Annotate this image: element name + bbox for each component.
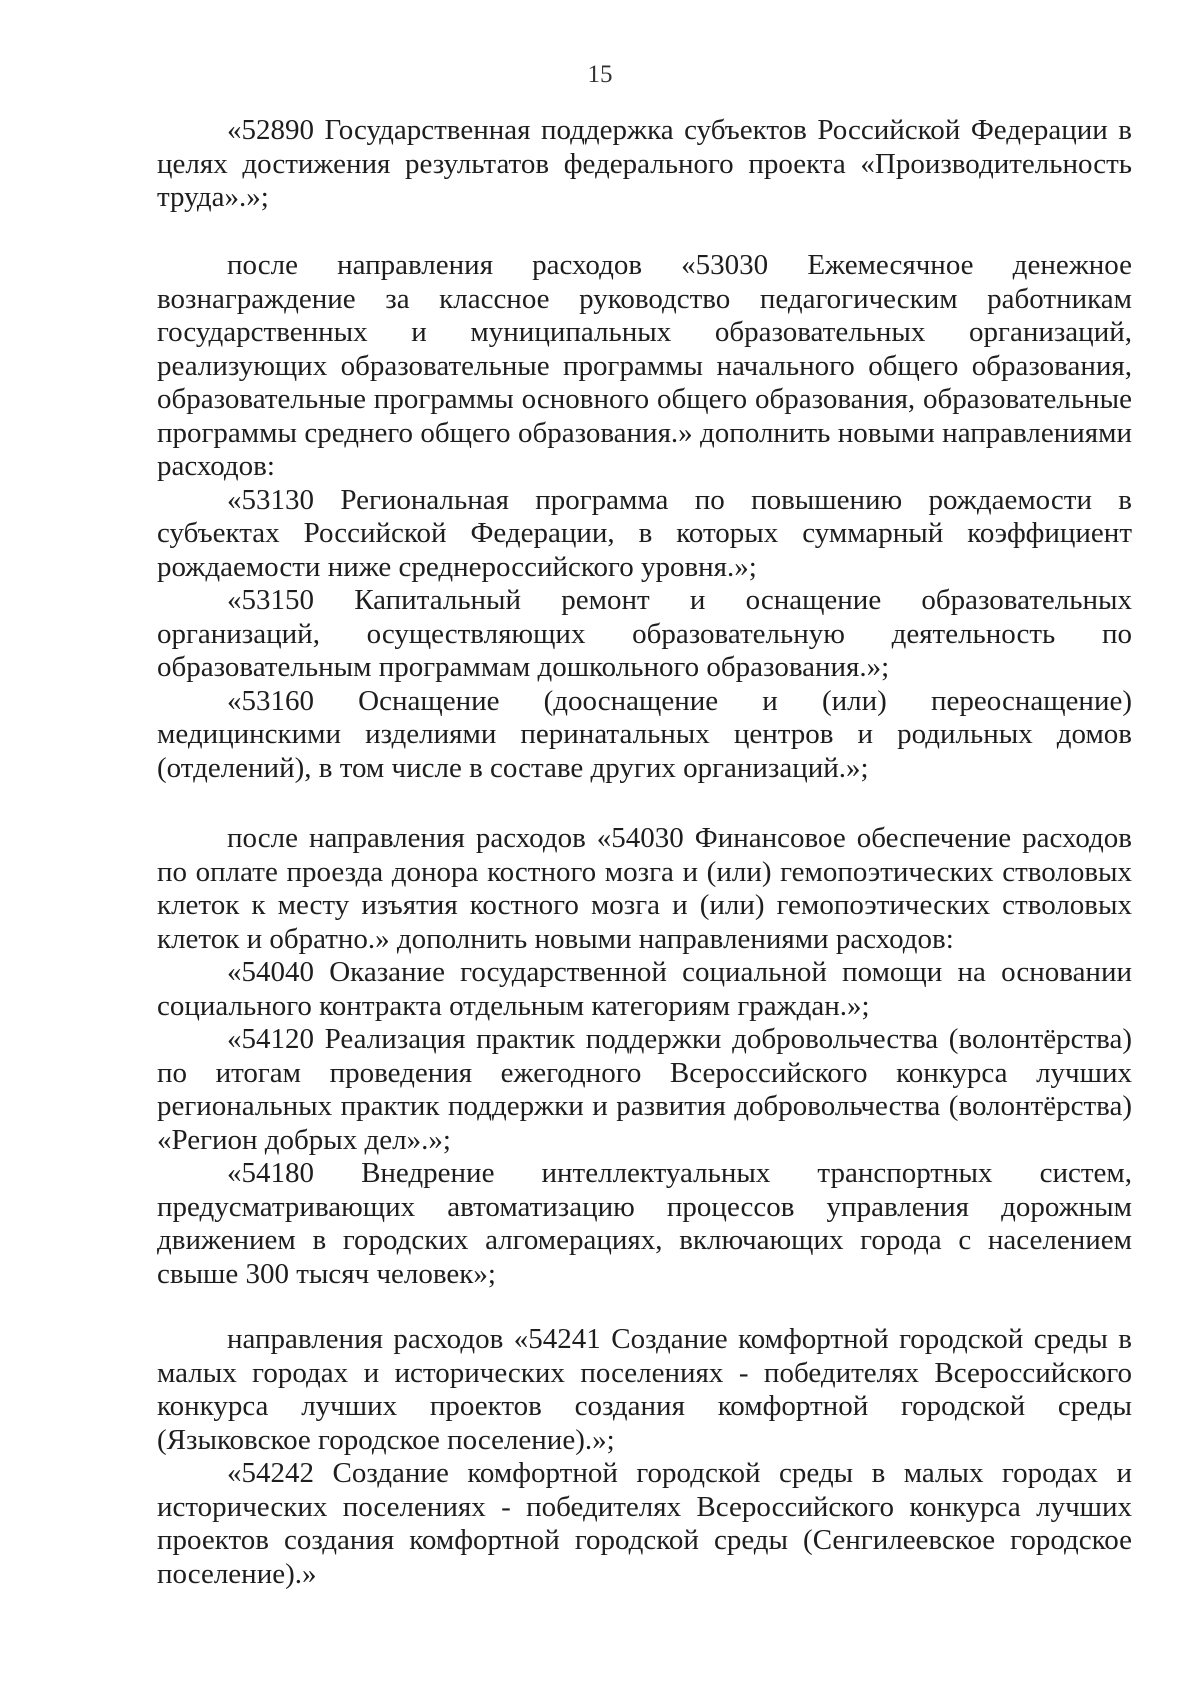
text-block-2 [157, 249, 1132, 785]
text-block-3 [157, 822, 1132, 1291]
paragraph: после направления расходов «53030 Ежемесячное денежное вознаграждение за классное руководство педагогическим работникам государственных и муниципальных образовательных организаций, реализующих образовательные программы начального общего образования, образовательные программы основного общего образования, образовательные программы среднего общего образования.» дополнить новыми направлениями расходов: [157, 249, 1132, 482]
paragraph: «54120 Реализация практик поддержки добровольчества (волонтёрства) по итогам проведения ежегодного Всероссийского конкурса лучших региональных практик поддержки и развития добровольчества (волонтёрства) «Регион добрых дел».»; [157, 1023, 1132, 1156]
page-number: 15 [587, 61, 613, 88]
paragraph: «54180 Внедрение интеллектуальных транспортных систем, предусматривающих автоматизацию процессов управления дорожным движением в городских алгомерациях, включающих города с населением свыше 300 тысяч человек»; [157, 1157, 1132, 1290]
paragraph: «53150 Капитальный ремонт и оснащение образовательных организаций, осуществляющих образовательную деятельность по образовательным программам дошкольного образования.»; [157, 584, 1132, 683]
paragraph: направления расходов «54241 Создание комфортной городской среды в малых городах и исторических поселениях - победителях Всероссийского конкурса лучших проектов создания комфортной городской среды (Языковское городское поселение).»; [157, 1323, 1132, 1456]
text-block-1 [157, 114, 1132, 215]
paragraph: «53130 Региональная программа по повышению рождаемости в субъектах Российской Федерации, в которых суммарный коэффициент рождаемости ниже среднероссийского уровня.»; [157, 483, 1132, 583]
paragraph: «52890 Государственная поддержка субъектов Российской Федерации в целях достижения результатов федерального проекта «Производительность труда».»; [157, 114, 1132, 213]
paragraph: «53160 Оснащение (дооснащение и (или) переоснащение) медицинскими изделиями перинатальных центров и родильных домов (отделений), в том числе в составе других организаций.»; [157, 684, 1132, 784]
paragraph: после направления расходов «54030 Финансовое обеспечение расходов по оплате проезда донора костного мозга и (или) гемопоэтических стволовых клеток к месту изъятия костного мозга и (или) гемопоэтических стволовых клеток и обратно.» дополнить новыми направлениями расходов: [157, 822, 1132, 955]
paragraph: «54040 Оказание государственной социальной помощи на основании социального контракта отдельным категориям граждан.»; [157, 956, 1132, 1022]
text-block-4 [157, 1323, 1132, 1591]
paragraph: «54242 Создание комфортной городской среды в малых городах и исторических поселениях - победителях Всероссийского конкурса лучших проектов создания комфортной городской среды (Сенгилеевское городское поселение).» [157, 1457, 1132, 1590]
